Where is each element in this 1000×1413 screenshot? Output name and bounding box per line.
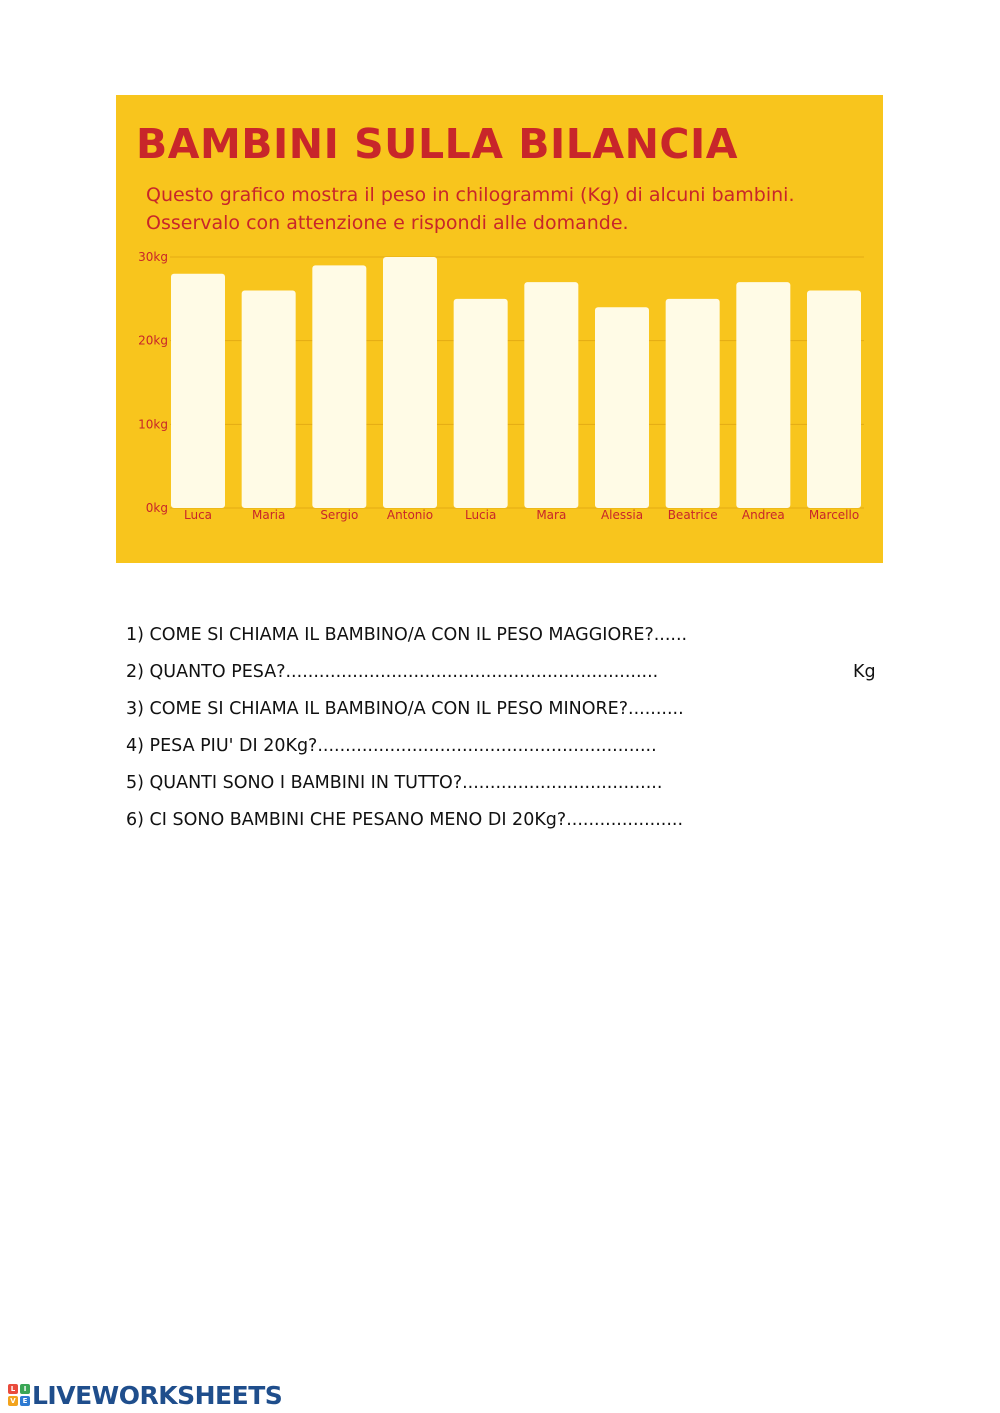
question-row [126, 658, 886, 695]
bar-marcello [807, 290, 861, 508]
footer-brand: LIVEWORKSHEETS [32, 1380, 283, 1410]
question-text: 4) PESA PIU' DI 20Kg?............................................................. [126, 736, 657, 756]
bar-beatrice [666, 299, 720, 508]
question-text: 6) CI SONO BAMBINI CHE PESANO MENO DI 20Kg?..................... [126, 810, 684, 830]
x-tick-label: Antonio [386, 508, 434, 522]
bar-antonio [383, 257, 437, 508]
question-row [126, 806, 886, 843]
answer-unit: Kg [853, 662, 876, 682]
chart-subtitle: Questo grafico mostra il peso in chilogrammi (Kg) di alcuni bambini. Osservalo con attenzione e rispondi alle domande. [146, 184, 795, 234]
bar-mara [524, 282, 578, 508]
question-row [126, 769, 886, 806]
questions-list [126, 621, 886, 843]
bar-sergio [312, 265, 366, 508]
logo-block: I [20, 1384, 30, 1394]
liveworksheets-logo-icon [8, 1384, 30, 1406]
x-tick-label: Lucia [464, 508, 497, 522]
question-row [126, 695, 886, 732]
question-row [126, 732, 886, 769]
logo-block: L [8, 1384, 18, 1394]
x-tick-label: Alessia [600, 508, 644, 522]
question-text: 5) QUANTI SONO I BAMBINI IN TUTTO?.................................... [126, 773, 663, 793]
y-tick-label: 30kg [138, 250, 168, 264]
x-tick-label: Maria [252, 508, 286, 522]
bar-maria [242, 290, 296, 508]
question-text: 3) COME SI CHIAMA IL BAMBINO/A CON IL PESO MINORE?.......... [126, 699, 684, 719]
question-text: 1) COME SI CHIAMA IL BAMBINO/A CON IL PESO MAGGIORE?...... [126, 625, 688, 645]
x-tick-label: Marcello [808, 508, 860, 522]
bar-luca [171, 274, 225, 508]
chart-title: BAMBINI SULLA BILANCIA [136, 120, 738, 168]
question-text: 2) QUANTO PESA?................................................................... [126, 662, 659, 682]
y-tick-label: 20kg [138, 333, 168, 348]
footer-logo [8, 1380, 282, 1410]
bar-andrea [736, 282, 790, 508]
bar-chart-card [116, 95, 883, 563]
bar-alessia [595, 307, 649, 508]
logo-block: V [8, 1396, 18, 1406]
bar-lucia [454, 299, 508, 508]
x-tick-label: Mara [536, 508, 567, 522]
x-tick-label: Andrea [741, 508, 785, 522]
y-tick-label: 10kg [138, 417, 168, 432]
x-tick-label: Sergio [320, 508, 359, 522]
x-tick-label: Beatrice [667, 508, 718, 522]
y-tick-label: 0kg [145, 501, 168, 515]
x-tick-label: Luca [183, 508, 213, 522]
chart-plot [116, 95, 883, 563]
logo-block: E [20, 1396, 30, 1406]
question-row [126, 621, 886, 658]
